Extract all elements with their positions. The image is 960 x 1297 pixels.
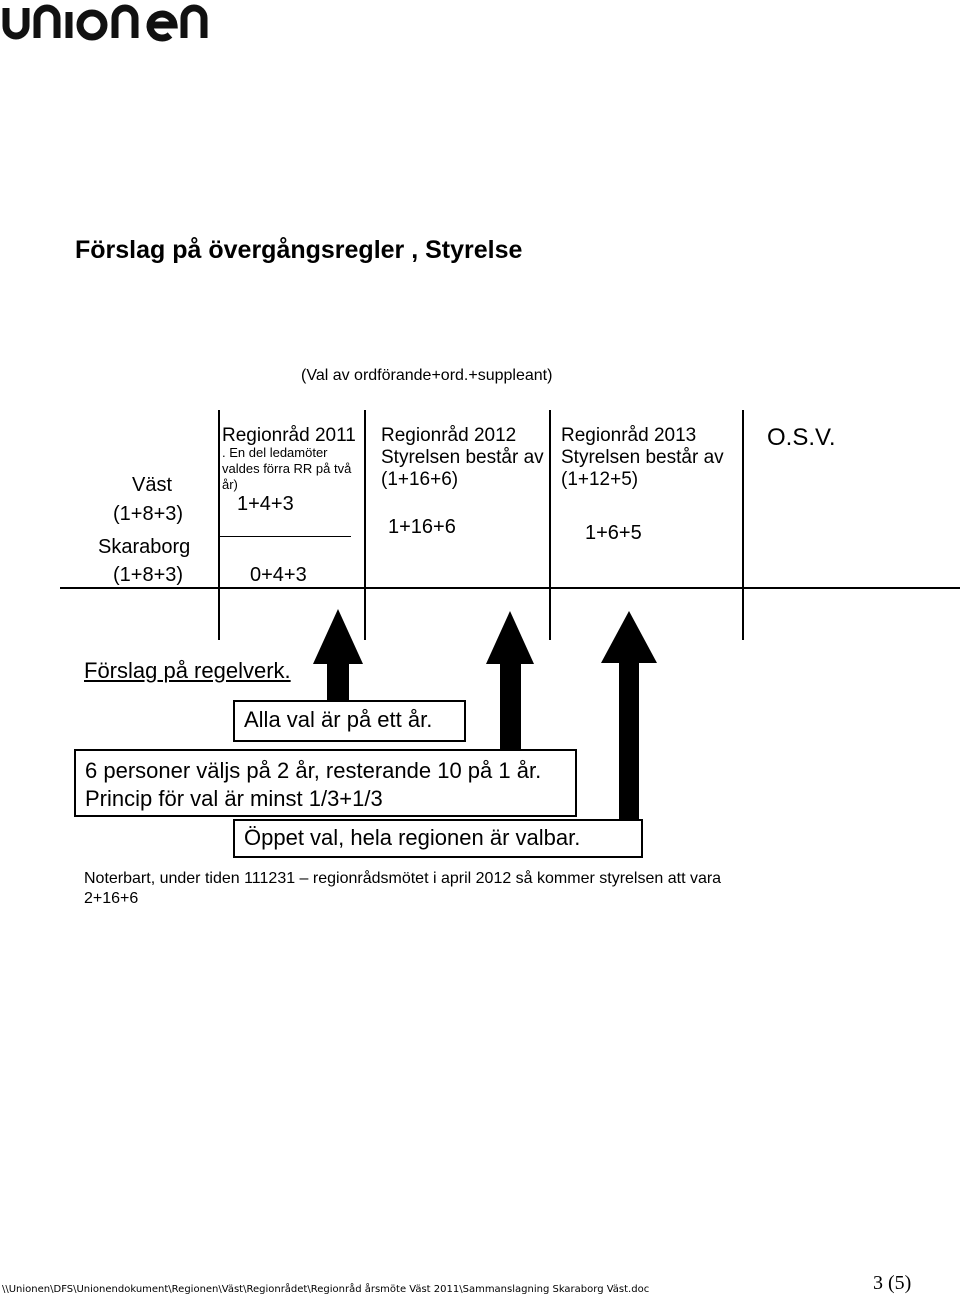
col2011-lower-value: 0+4+3 [250, 564, 307, 586]
col2012-heading: Regionråd 2012 [381, 425, 517, 446]
col2011-heading: Regionråd 2011 [222, 425, 356, 446]
col2013-line2: Styrelsen består av [561, 447, 724, 468]
box-open-vote [233, 819, 643, 858]
footer-file-path: \\Unionen\DFS\Unionendokument\Regionen\Väst\Regionrådet\Regionråd årsmöte Väst 2011\Sammanslagning Skaraborg Väst.doc [2, 1284, 650, 1295]
divider-2011-right [364, 410, 366, 640]
proposal-heading: Förslag på regelverk. [84, 658, 291, 683]
region-vast-label: Väst [132, 474, 173, 496]
box-six-persons [74, 749, 577, 817]
split-line-2011 [218, 536, 351, 537]
col2012-line3: (1+16+6) [381, 469, 459, 490]
arrow-up-icon [313, 609, 363, 709]
box-one-year [233, 700, 466, 742]
col2011-upper-value: 1+4+3 [237, 493, 294, 515]
region-skaraborg-label: Skaraborg [98, 536, 191, 558]
region-skaraborg-formula: (1+8+3) [113, 564, 184, 586]
note-text: Noterbart, under tiden 111231 – regionrådsmötet i april 2012 så kommer styrelsen att vara 2+16+6 [84, 870, 722, 907]
osv-label: O.S.V. [767, 424, 836, 451]
col2013-line3: (1+12+5) [561, 469, 639, 490]
arrow-up-icon [601, 611, 657, 821]
divider-2013-right [742, 410, 744, 640]
box-one-year-text: Alla val är på ett år. [244, 707, 433, 732]
col2012-line2: Styrelsen består av [381, 447, 544, 468]
region-vast-formula: (1+8+3) [113, 503, 184, 525]
col2012-value: 1+16+6 [388, 516, 456, 538]
election-note: (Val av ordförande+ord.+suppleant) [301, 367, 553, 384]
arrow-up-icon [486, 611, 534, 751]
col2013-value: 1+6+5 [585, 522, 642, 544]
box-open-vote-text: Öppet val, hela regionen är valbar. [244, 825, 581, 850]
unionen-logo [0, 0, 230, 48]
baseline [60, 587, 960, 589]
page-title: Förslag på övergångsregler , Styrelse [75, 236, 523, 264]
col2013-heading: Regionråd 2013 [561, 425, 697, 446]
divider-2011-left [218, 410, 220, 640]
page-number: 3 (5) [873, 1272, 912, 1294]
box-six-persons-text: 6 personer väljs på 2 år, resterande 10 på 1 år. Princip för val är minst 1/3+1/3 [85, 758, 542, 811]
divider-2012-right [549, 410, 551, 640]
col2011-note: . En del ledamöter valdes förra RR på två år) [222, 445, 352, 492]
